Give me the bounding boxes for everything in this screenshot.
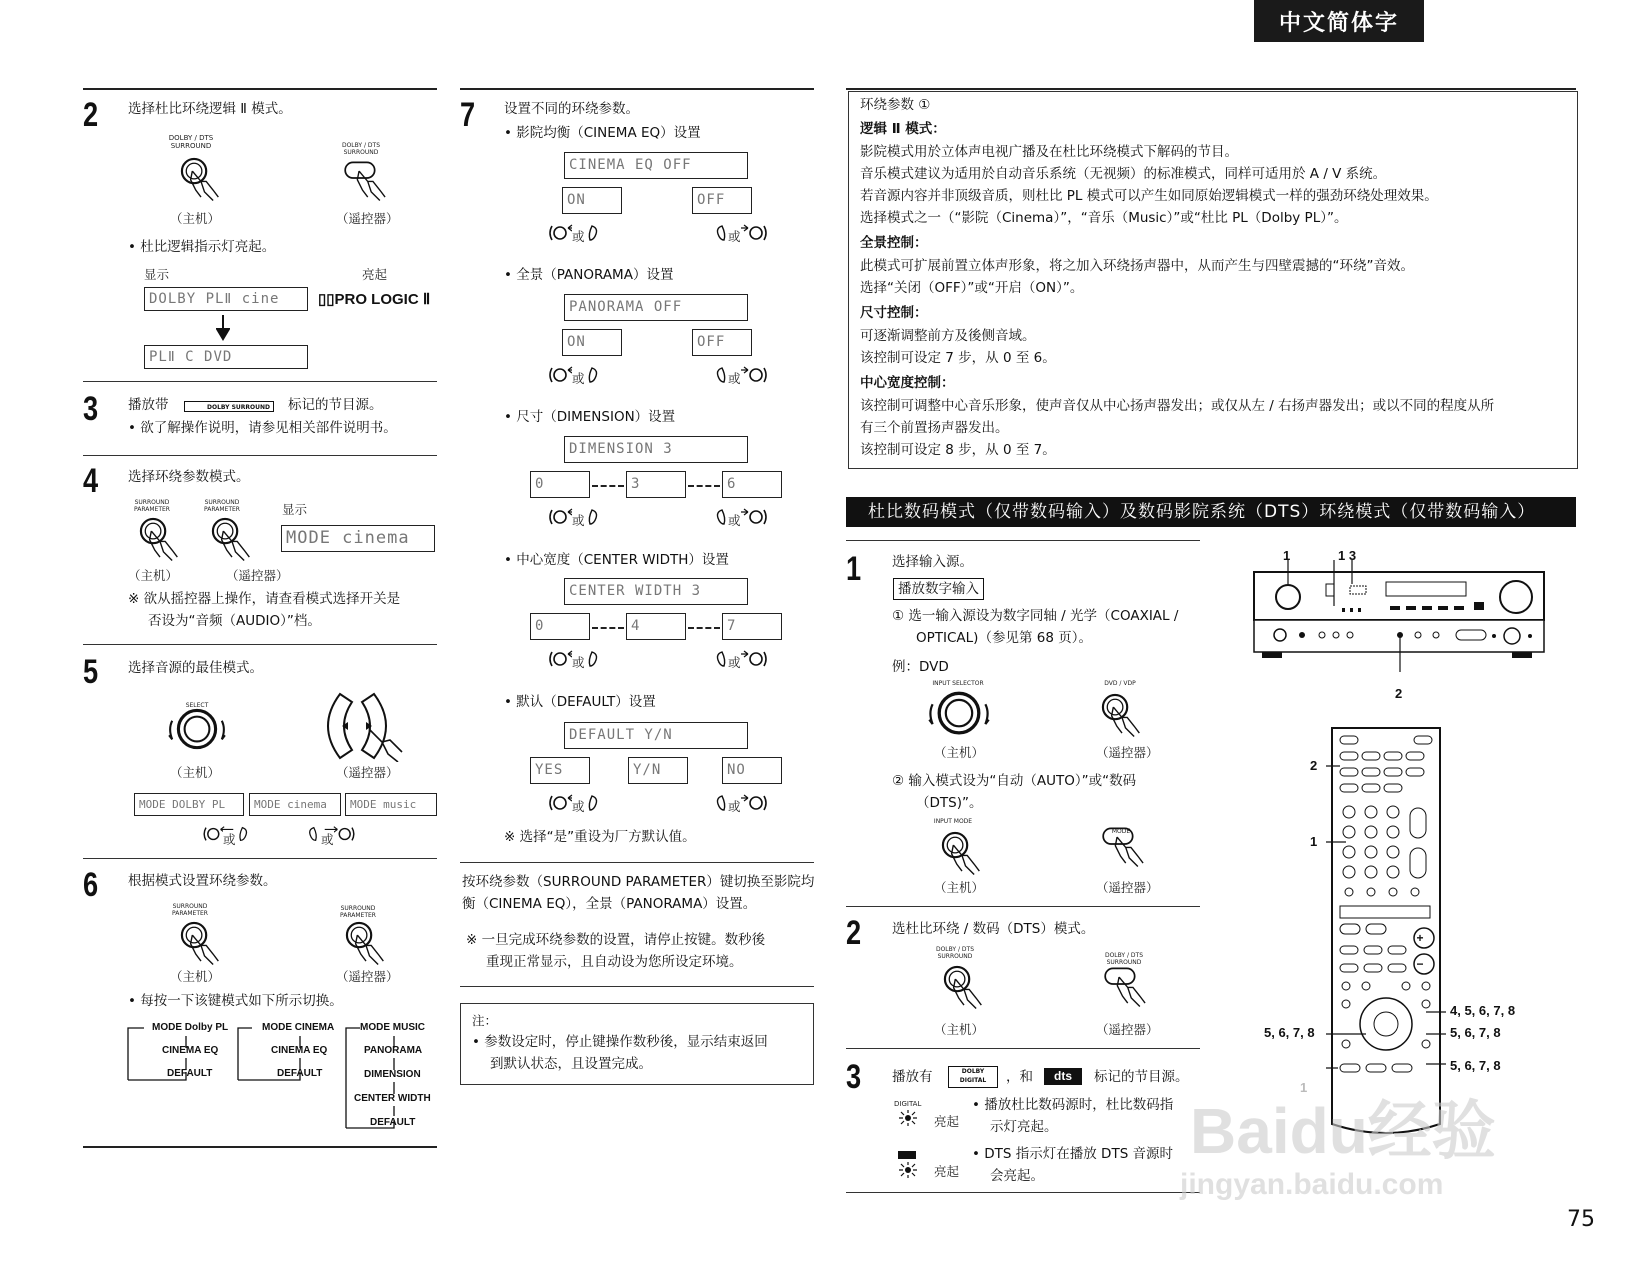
step-text: 标记的节目源。 — [288, 397, 383, 413]
dvd-vdp-button-icon[interactable] — [1096, 688, 1148, 740]
sub-step: ② 输入模式设为“自动（AUTO）”或“数码 — [892, 773, 1137, 789]
step-number: 7 — [460, 96, 476, 134]
info-line: 有三个前置扬声器发出。 — [860, 420, 1009, 436]
label-show: 显示 — [144, 267, 170, 282]
flow-item: MODE Dolby PL — [152, 1022, 229, 1033]
button-label: SURROUND PARAMETER — [134, 499, 170, 513]
lcd-display: DOLBY PLⅡ cine — [144, 287, 308, 311]
note-text: ※ 欲从摇控器上操作，请查看模式选择开关是 — [128, 591, 401, 607]
sub-step: ① 选一输入源设为数字同轴 / 光学（COAXIAL / — [892, 608, 1179, 624]
param-title: • 影院均衡（CINEMA EQ）设置 — [504, 125, 701, 141]
divider — [846, 88, 1576, 90]
dts-logo-text: dts — [1054, 1069, 1072, 1083]
caption-main: （主机） — [934, 1022, 985, 1037]
dolby-surround-logo-text: DOLBY SURROUND — [207, 404, 270, 411]
divider — [83, 858, 437, 859]
caption-remote: （遥控器） — [336, 765, 399, 780]
section-heading: 杜比数码模式（仅带数码输入）及数码影院系统（DTS）环绕模式（仅带数码输入） — [846, 497, 1576, 527]
sub-step: OPTICAL)（参见第 68 页）。 — [916, 630, 1092, 646]
rotate-right-icon — [712, 222, 772, 244]
flow-item: PANORAMA — [364, 1045, 423, 1056]
note-title: 注： — [472, 1013, 498, 1028]
lcd-display: MODE music — [345, 793, 437, 816]
lcd-display: OFF — [692, 329, 752, 356]
divider — [846, 540, 1200, 541]
caption-remote: （遥控器） — [1096, 745, 1159, 760]
button-label: DVD / VDP — [1104, 680, 1136, 687]
indicator-light-icon — [896, 1108, 920, 1128]
step-number: 5 — [83, 653, 99, 691]
button-label: MODE — [1111, 828, 1131, 835]
step-text: 播放有 — [892, 1069, 933, 1085]
divider — [846, 1192, 1200, 1193]
divider — [83, 88, 437, 90]
button-label: INPUT MODE — [933, 818, 973, 825]
label-lit: 亮起 — [362, 267, 388, 282]
rotate-right-icon — [712, 792, 772, 814]
param-title: • 尺寸（DIMENSION）设置 — [504, 409, 676, 425]
divider — [460, 986, 814, 987]
label-lit: 亮起 — [934, 1114, 960, 1129]
lcd-display: DIMENSION 3 — [564, 436, 748, 463]
info-line: 该控制可设定 7 步，从 0 至 6。 — [860, 350, 1056, 366]
note-text: 否设为“音频（AUDIO）”档。 — [148, 613, 321, 629]
lcd-display: NO — [722, 757, 782, 784]
caption-main: （主机） — [170, 211, 221, 226]
sub-step: （DTS)”。 — [916, 795, 983, 811]
flow-item: MODE CINEMA — [262, 1022, 335, 1033]
bullet-text: • 杜比逻辑指示灯亮起。 — [128, 239, 276, 255]
bullet-text: • 欲了解操作说明，请参见相关部件说明书。 — [128, 420, 397, 436]
step-number: 2 — [846, 914, 862, 952]
watermark-logo: Baidu经验 — [1190, 1095, 1496, 1167]
watermark-url: jingyan.baidu.com — [1180, 1168, 1444, 1201]
callout-label: 5, 6, 7, 8 — [1450, 1058, 1501, 1073]
surround-parameter-button-icon[interactable] — [175, 916, 227, 968]
receiver-front-panel-diagram — [1250, 560, 1550, 674]
lcd-display: PLⅡ C DVD — [144, 345, 308, 369]
bullet-text: • 播放杜比数码源时，杜比数码指 — [972, 1097, 1174, 1113]
lcd-display: MODE cinema — [281, 525, 435, 552]
lcd-display: PANORAMA OFF — [564, 294, 748, 321]
callout-label: 1 3 — [1338, 548, 1357, 563]
info-title: 环绕参数 ① — [860, 97, 931, 113]
left-right-arrow-buttons-icon[interactable] — [312, 690, 420, 762]
button-label: SELECT — [185, 702, 209, 709]
note-text: 到默认状态，且设置完成。 — [490, 1056, 652, 1072]
step-text: 设置不同的环绕参数。 — [504, 101, 639, 117]
remote-surround-parameter-icon[interactable] — [206, 512, 258, 564]
or-text: 或 — [728, 513, 741, 528]
remote-dolby-button-icon[interactable] — [1100, 958, 1152, 1010]
divider — [83, 1146, 437, 1148]
svg-text:−: − — [1416, 957, 1424, 971]
callout-label: 5, 6, 7, 8 — [1264, 1025, 1315, 1040]
button-label: DOLBY / DTS SURROUND — [341, 142, 381, 156]
note-text: 重现正常显示，且自动设为您所设定环境。 — [486, 954, 743, 970]
step-number: 1 — [846, 550, 862, 588]
or-text: 或 — [321, 832, 334, 847]
button-label: INPUT SELECTOR — [932, 680, 984, 687]
flow-item: DIMENSION — [364, 1069, 421, 1080]
callout-label: 1 — [1310, 834, 1318, 849]
lcd-display: 4 — [626, 613, 686, 640]
button-label: DOLBY / DTS SURROUND — [168, 134, 214, 150]
paragraph: 衡（CINEMA EQ），全景（PANORAMA）设置。 — [462, 896, 757, 912]
info-heading: 中心宽度控制： — [860, 375, 955, 391]
lcd-display: ON — [562, 187, 622, 214]
paragraph: 按环绕参数（SURROUND PARAMETER）键切换至影院均 — [462, 874, 815, 890]
lcd-display: OFF — [692, 187, 752, 214]
param-title: • 中心宽度（CENTER WIDTH）设置 — [504, 552, 729, 568]
dolby-surround-logo — [184, 401, 274, 412]
step-text: 选择输入源。 — [892, 554, 973, 570]
rotate-right-icon — [712, 364, 772, 386]
lcd-display: MODE cinema — [249, 793, 341, 816]
step-text: 选择音源的最佳模式。 — [128, 660, 263, 676]
lcd-display: DEFAULT Y/N — [564, 722, 748, 749]
dash-line — [688, 627, 720, 629]
button-label: SURROUND PARAMETER — [340, 905, 376, 919]
indicator-light-icon — [896, 1160, 920, 1180]
flow-item: CINEMA EQ — [162, 1045, 219, 1056]
dash-line — [592, 485, 624, 487]
callout-label: 4, 5, 6, 7, 8 — [1450, 1003, 1516, 1018]
bullet-text: 会亮起。 — [990, 1168, 1044, 1184]
remote-mode-button-icon[interactable] — [1098, 818, 1150, 870]
step-number: 2 — [83, 96, 99, 134]
note-text: • 参数设定时，停止键操作数秒後，显示结束返回 — [472, 1034, 768, 1050]
rotate-right-icon — [712, 506, 772, 528]
dolby-digital-logo-text: DOLBY DIGITAL — [959, 1068, 987, 1084]
bullet-text: • DTS 指示灯在播放 DTS 音源时 — [972, 1146, 1174, 1162]
flow-item: DEFAULT — [370, 1117, 416, 1128]
divider — [460, 88, 814, 90]
caption-remote: （遥控器） — [336, 211, 399, 226]
caption-main: （主机） — [934, 745, 985, 760]
param-title: • 全景（PANORAMA）设置 — [504, 267, 674, 283]
lcd-display: MODE DOLBY PL — [134, 793, 244, 816]
tag-label: 播放数字输入 — [893, 578, 984, 600]
lcd-display: Y/N — [628, 757, 688, 784]
info-heading: 全景控制： — [860, 235, 928, 251]
lcd-display: CINEMA EQ OFF — [564, 152, 748, 179]
lcd-display: 0 — [530, 613, 590, 640]
caption-main: （主机） — [170, 765, 221, 780]
flow-item: DEFAULT — [277, 1068, 323, 1079]
callout-label: 1 — [1283, 548, 1291, 563]
step-number: 4 — [83, 462, 99, 500]
dolby-dts-button-icon[interactable] — [938, 960, 990, 1012]
info-line: 该控制可设定 8 步，从 0 至 7。 — [860, 442, 1056, 458]
or-text: 或 — [223, 832, 236, 847]
step-number: 3 — [846, 1058, 862, 1096]
callout-label: 2 — [1310, 758, 1318, 773]
pro-logic-logo: ▯▯PRO LOGIC Ⅱ — [318, 291, 431, 308]
dash-line — [688, 485, 720, 487]
flow-item: MODE MUSIC — [360, 1022, 425, 1033]
dolby-digital-logo — [948, 1066, 998, 1088]
remote-surround-parameter-icon[interactable] — [340, 916, 392, 968]
divider — [83, 381, 437, 382]
or-text: 或 — [728, 371, 741, 386]
label-show: 显示 — [282, 502, 308, 517]
surround-parameter-button-icon[interactable] — [134, 512, 186, 564]
info-line: 若音源内容并非顶级音质，则杜比 PL 模式可以产生如同原始逻辑模式一样的强劲环绕处理效果。 — [860, 188, 1438, 204]
svg-text:+: + — [1416, 931, 1424, 945]
callout-label: 5, 6, 7, 8 — [1450, 1025, 1501, 1040]
or-text: 或 — [572, 513, 585, 528]
lcd-display: 6 — [722, 471, 782, 498]
or-text: 或 — [728, 799, 741, 814]
caption-main: （主机） — [170, 969, 221, 984]
info-line: 选择模式之一（“影院（Cinema）”，“音乐（Music）”或“杜比 PL（Dolby PL）”。 — [860, 210, 1348, 226]
divider — [83, 455, 437, 456]
button-label: DOLBY / DTS SURROUND — [935, 946, 975, 960]
callout-label: 2 — [1395, 686, 1403, 701]
or-text: 或 — [728, 229, 741, 244]
step-number: 3 — [83, 390, 99, 428]
dash-line — [592, 627, 624, 629]
flow-item: DEFAULT — [167, 1068, 213, 1079]
info-heading: 尺寸控制： — [860, 305, 928, 321]
divider — [846, 906, 1200, 907]
caption-main: （主机） — [128, 568, 179, 583]
lcd-display: YES — [530, 757, 590, 784]
callout-label: 1 — [1300, 1080, 1308, 1095]
info-line: 该控制可调整中心音乐形象，使声音仅从中心扬声器发出；或仅从左 / 右扬声器发出；或以不同的程度从所 — [860, 398, 1495, 414]
param-title: • 默认（DEFAULT）设置 — [504, 694, 656, 710]
bullet-text: 示灯亮起。 — [990, 1119, 1058, 1135]
button-label: SURROUND PARAMETER — [172, 903, 208, 917]
dts-logo — [1044, 1068, 1082, 1085]
or-text: 或 — [572, 655, 585, 670]
step-text: 选择环绕参数模式。 — [128, 469, 250, 485]
step-text: ，和 — [1006, 1069, 1033, 1085]
remote-dolby-button-icon[interactable] — [340, 152, 392, 204]
button-label: DOLBY / DTS SURROUND — [1104, 952, 1144, 966]
info-heading: 逻辑 Ⅱ 模式： — [860, 121, 946, 137]
divider — [83, 644, 437, 645]
lcd-display: CENTER WIDTH 3 — [564, 578, 748, 605]
flow-item: CENTER WIDTH — [354, 1093, 431, 1104]
caption-remote: （遥控器） — [226, 568, 289, 583]
example-label: 例：DVD — [892, 659, 949, 675]
caption-main: （主机） — [934, 880, 985, 895]
label-lit: 亮起 — [934, 1164, 960, 1179]
input-selector-knob-icon[interactable] — [926, 684, 992, 740]
bullet-text: • 每按一下该键模式如下所示切换。 — [128, 993, 343, 1009]
or-text: 或 — [572, 371, 585, 386]
step-text: 选杜比环绕 / 数码（DTS）模式。 — [892, 921, 1095, 937]
caption-remote: （遥控器） — [1096, 880, 1159, 895]
step-number: 6 — [83, 866, 99, 904]
step-text: 播放带 — [128, 397, 169, 413]
rotate-right-icon — [712, 648, 772, 670]
lcd-display: 3 — [626, 471, 686, 498]
info-line: 选择“关闭（OFF）”或“开启（ON）”。 — [860, 280, 1084, 296]
step-text: 选择杜比环绕逻辑 Ⅱ 模式。 — [128, 101, 292, 117]
caption-remote: （遥控器） — [1096, 1022, 1159, 1037]
indicator-label: DIGITAL — [894, 1100, 922, 1108]
dolby-dts-button-icon[interactable] — [175, 152, 227, 204]
arrow-down-icon — [216, 315, 230, 341]
or-text: 或 — [572, 799, 585, 814]
button-label: SURROUND PARAMETER — [204, 499, 240, 513]
info-line: 可逐渐调整前方及後侧音域。 — [860, 328, 1036, 344]
lcd-display: 0 — [530, 471, 590, 498]
lcd-display: ON — [562, 329, 622, 356]
or-text: 或 — [728, 655, 741, 670]
info-line: 此模式可扩展前置立体声形象，将之加入环绕扬声器中，从而产生与四壁震撼的“环绕”音效。 — [860, 258, 1414, 274]
flow-item: CINEMA EQ — [271, 1045, 328, 1056]
divider — [846, 1048, 1200, 1049]
caption-remote: （遥控器） — [336, 969, 399, 984]
info-line: 影院模式用於立体声电视广播及在杜比环绕模式下解码的节目。 — [860, 144, 1238, 160]
info-line: 音乐模式建议为适用於自动音乐系统（无视频）的标准模式，同样可适用於 A / V 系统。 — [860, 166, 1387, 182]
input-mode-button-icon[interactable] — [936, 826, 988, 878]
lcd-display: 7 — [722, 613, 782, 640]
step-text: 标记的节目源。 — [1094, 1069, 1189, 1085]
page-number: 75 — [1567, 1207, 1595, 1232]
language-tab[interactable]: 中文简体字 — [1254, 0, 1424, 42]
or-text: 或 — [572, 229, 585, 244]
step-text: 根据模式设置环绕参数。 — [128, 873, 277, 889]
select-knob-icon[interactable] — [166, 702, 228, 754]
note-text: ※ 一旦完成环绕参数的设置，请停止按键。数秒後 — [466, 932, 766, 948]
divider — [460, 862, 814, 863]
note-text: ※ 选择“是”重设为厂方默认值。 — [504, 829, 696, 845]
